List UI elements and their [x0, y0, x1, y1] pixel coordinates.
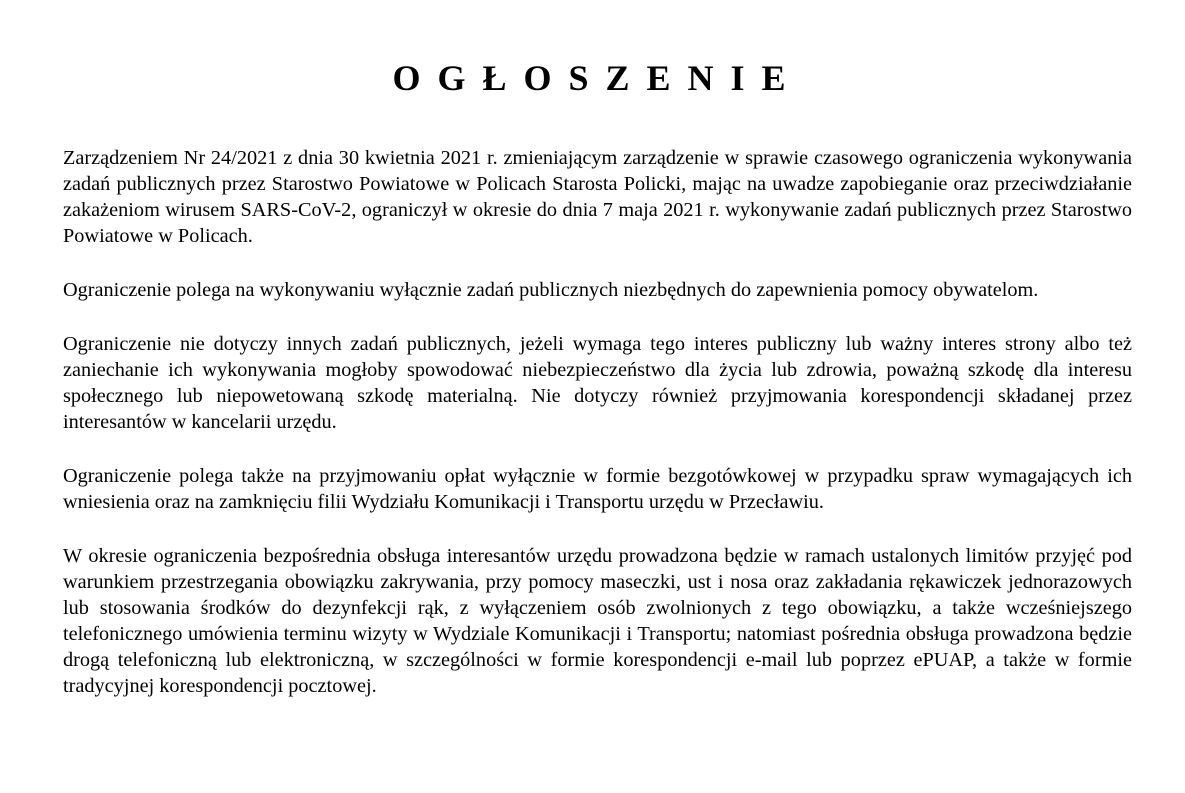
paragraph-payments-branch: Ograniczenie polega także na przyjmowaniu opłat wyłącznie w formie bezgotówkowej w przypadku spraw wymagających ich wniesienia oraz na zamknięciu filii Wydziału Komunikacji i Transportu urzędu w Przecławiu. [63, 465, 1132, 513]
paragraph-limitation-scope: Ograniczenie polega na wykonywaniu wyłącznie zadań publicznych niezbędnych do zapewnienia pomocy obywatelom. [63, 279, 1039, 301]
paragraph-order-info: Zarządzeniem Nr 24/2021 z dnia 30 kwietnia 2021 r. zmieniającym zarządzenie w sprawie czasowego ograniczenia wykonywania zadań publicznych przez Starostwo Powiatowe w Policach Starosta Policki, mając na uwadze zapobieganie oraz przeciwdziałanie zakażeniom wirusem SARS-CoV-2, ograniczył w okresie do dnia 7 maja 2021 r. wykonywanie zadań publicznych przez Starostwo Powiatowe w Policach. [63, 147, 1132, 247]
announcement-body [63, 145, 1132, 699]
announcement-title: OGŁOSZENIE [392, 58, 803, 98]
paragraph-customer-service: W okresie ograniczenia bezpośrednia obsługa interesantów urzędu prowadzona będzie w ramach ustalonych limitów przyjęć pod warunkiem przestrzegania obowiązku zakrywania, przy pomocy maseczki, ust i nosa oraz zakładania rękawiczek jednorazowych lub stosowania środków do dezynfekcji rąk, z wyłączeniem osób zwolnionych z tego obowiązku, a także wcześniejszego telefonicznego umówienia terminu wizyty w Wydziale Komunikacji i Transportu; natomiast pośrednia obsługa prowadzona będzie drogą telefoniczną lub elektroniczną, w szczególności w formie korespondencji e-mail lub poprzez ePUAP, a także w formie tradycyjnej korespondencji pocztowej. [63, 545, 1132, 697]
paragraph-exceptions: Ograniczenie nie dotyczy innych zadań publicznych, jeżeli wymaga tego interes publiczny lub ważny interes strony albo też zaniechanie ich wykonywania mogłoby spowodować niebezpieczeństwo dla życia lub zdrowia, poważną szkodę dla interesu społecznego lub niepowetowaną szkodę materialną. Nie dotyczy również przyjmowania korespondencji składanej przez interesantów w kancelarii urzędu. [63, 333, 1132, 433]
